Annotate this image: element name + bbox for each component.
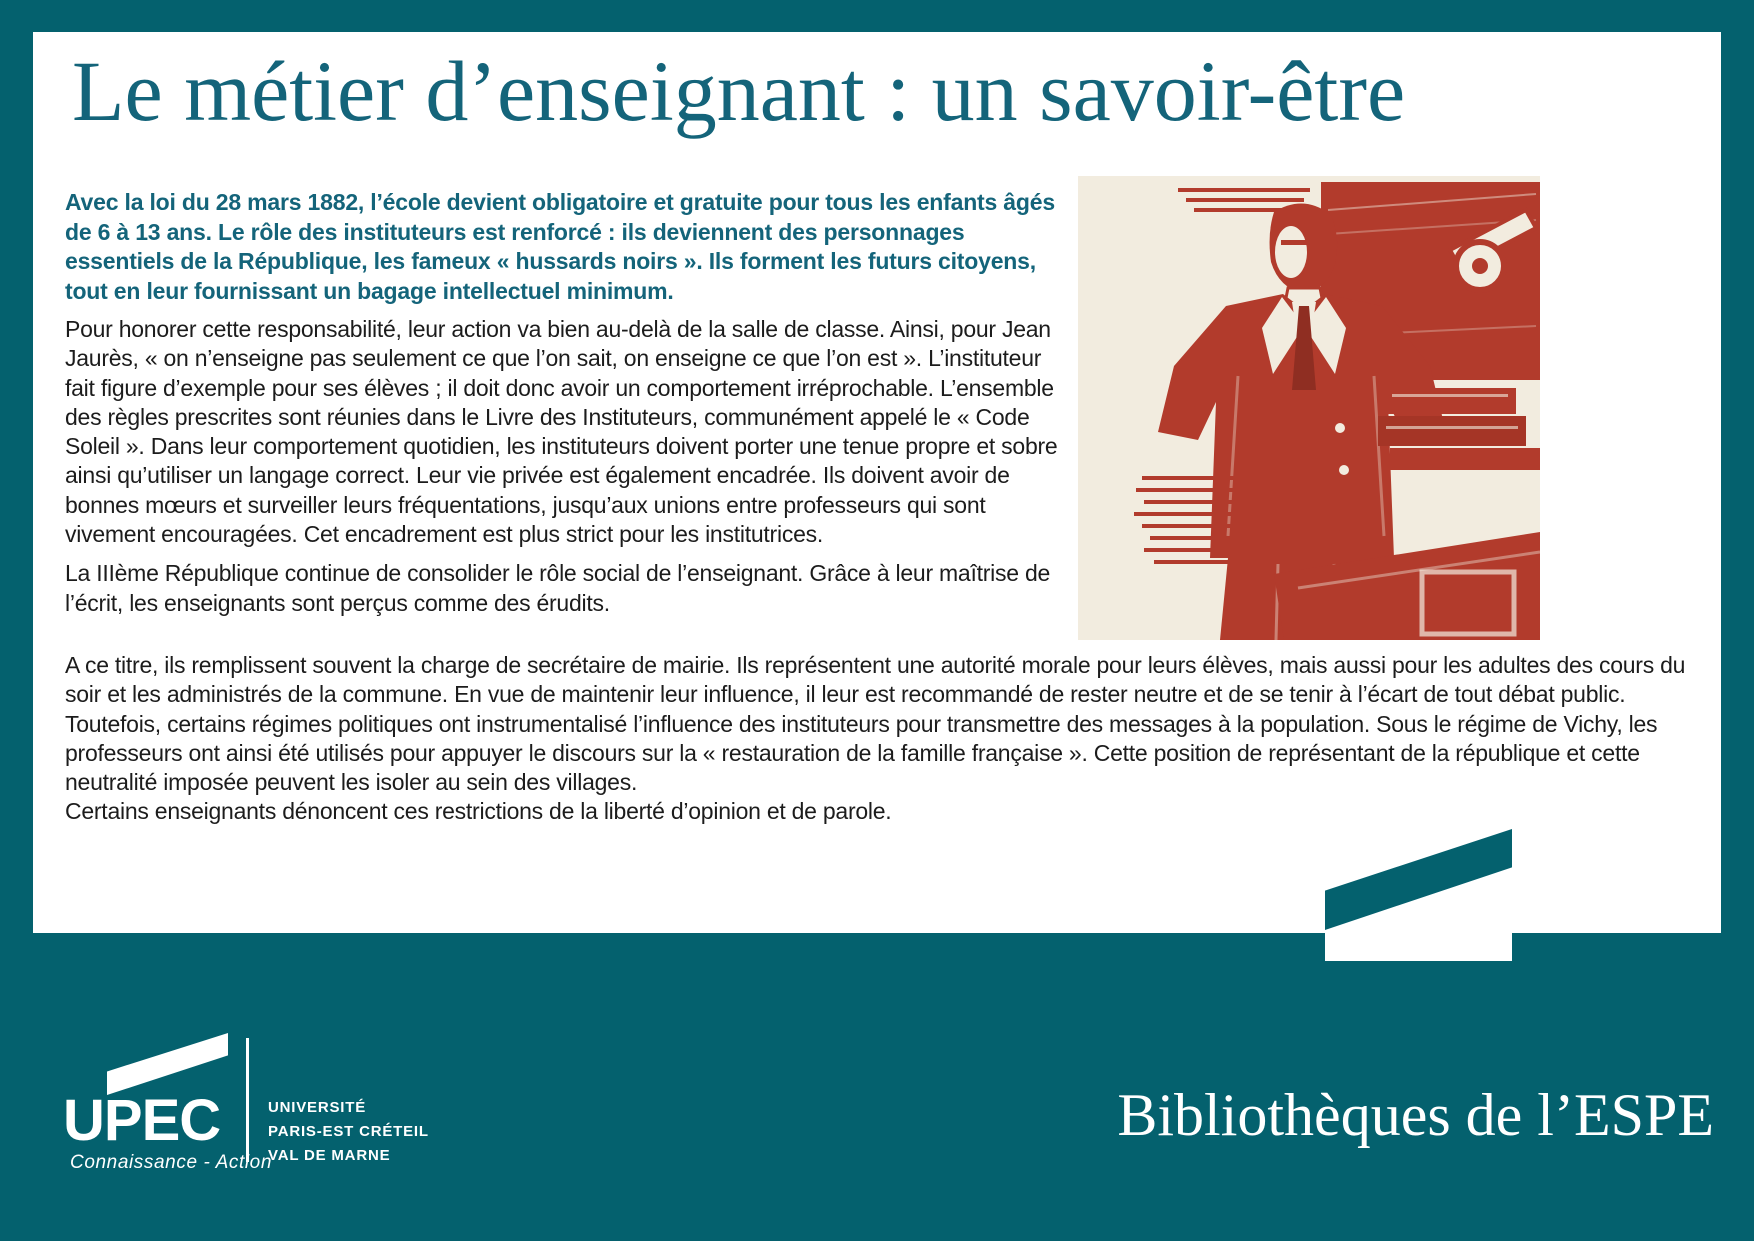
books-shape <box>1378 388 1540 470</box>
intro-paragraph: Avec la loi du 28 mars 1882, l’école devient obligatoire et gratuite pour tous les enfants âgés de 6 à 13 ans. Le rôle des instituteurs est renforcé : ils deviennent des personnages essentiels de la République, les fameux « hussards noirs ». Ils forment les futurs citoyens, tout en leur fournissant un bagage intellectuel minimum. <box>65 189 1055 304</box>
library-name: Bibliothèques de l’ESPE <box>1117 1082 1714 1148</box>
page-title: Le métier d’enseignant : un savoir-être <box>72 43 1406 139</box>
text-column <box>65 188 1070 618</box>
woodcut-teacher-svg <box>1078 176 1540 640</box>
upec-university-line-3: VAL DE MARNE <box>268 1147 391 1164</box>
paragraph-republique: La IIIème République continue de consolider le rôle social de l’enseignant. Grâce à leur maîtrise de l’écrit, les enseignants sont perçus comme des érudits. <box>65 560 1051 616</box>
paragraph-secretaire: A ce titre, ils remplissent souvent la charge de secrétaire de mairie. Ils représentent une autorité morale pour leurs élèves, mais aussi pour les adultes des cours du soir et les administrés de la commune. En vue de maintenir leur influence, il leur est recommandé de rester neutre et de se tenir à l’écart de tout débat public. Toutefois, certains régimes politiques ont instrumentalisé l’influence des instituteurs pour transmettre des messages à la population. Sous le régime de Vichy, les professeurs ont ainsi été utilisés pour appuyer le discours sur la « restauration de la famille française ». Cette position de représentant de la république et cette neutralité imposée peuvent les isoler au sein des villages. <box>65 652 1686 796</box>
upec-university-line-1: UNIVERSITÉ <box>268 1099 367 1116</box>
upec-tagline: Connaissance - Action <box>70 1152 272 1173</box>
upec-logo-stripe <box>107 1033 228 1095</box>
wide-paragraph-block <box>65 651 1715 827</box>
paragraph-responsabilite: Pour honorer cette responsabilité, leur action va bien au-delà de la salle de classe. Ainsi, pour Jean Jaurès, « on n’enseigne pas seulement ce que l’on sait, on enseigne ce que l’on est ». L’instituteur fait figure d’exemple pour ses élèves ; il doit donc avoir un comportement irréprochable. L’ensemble des règles prescrites sont réunies dans le Livre des Instituteurs, communément appelé le « Code Soleil ». Dans leur comportement quotidien, les instituteurs doivent porter une tenue propre et sobre ainsi qu’utiliser un langage correct. Leur vie privée est également encadrée. Ils doivent avoir de bonnes mœurs et surveiller leurs fréquentations, jusqu’aux unions entre professeurs qui sont vivement encouragées. Cet encadrement est plus strict pour les institutrices. <box>65 316 1058 548</box>
woodcut-teacher-illustration <box>1078 176 1540 640</box>
upec-university-line-2: PARIS-EST CRÉTEIL <box>268 1123 429 1140</box>
white-notch <box>1325 931 1512 961</box>
upec-university-name <box>268 1096 429 1168</box>
paragraph-restrictions: Certains enseignants dénoncent ces restrictions de la liberté d’opinion et de parole. <box>65 798 892 825</box>
upec-logo-acronym: UPEC <box>63 1088 221 1153</box>
upec-logo-divider <box>246 1038 249 1162</box>
